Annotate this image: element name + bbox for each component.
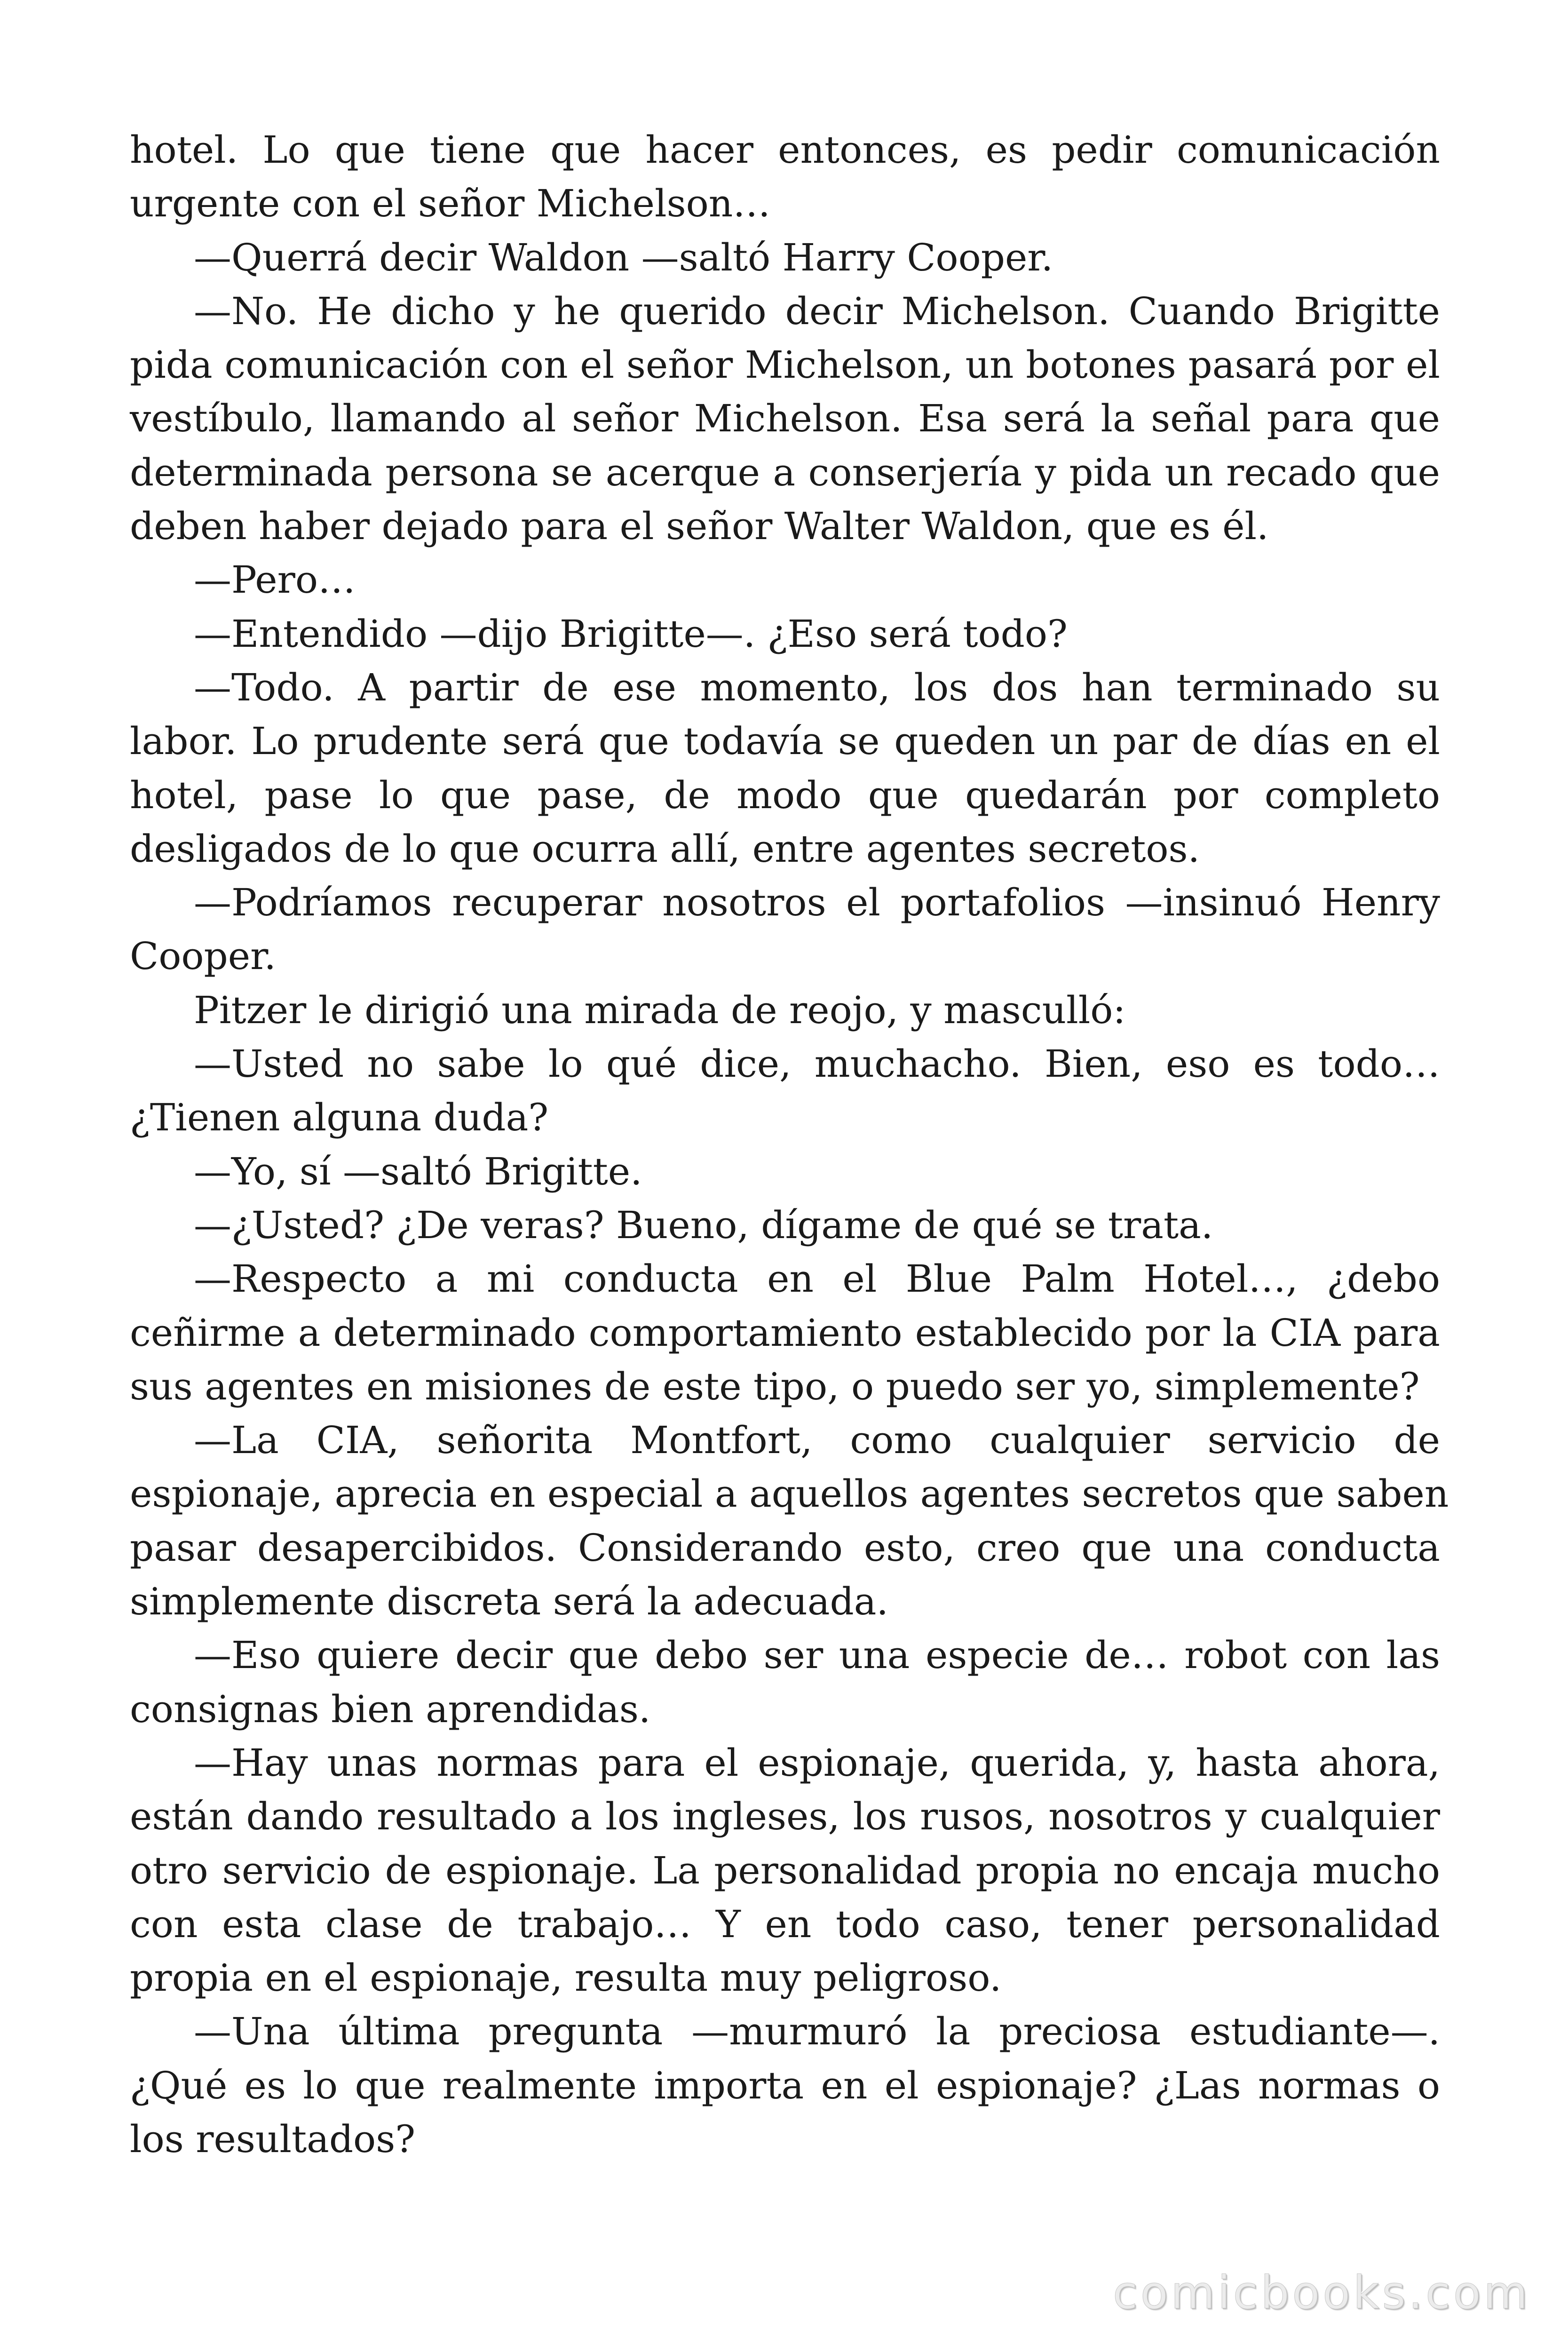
text-line: los resultados? bbox=[130, 2117, 416, 2161]
text-line: desligados de lo que ocurra allí, entre agentes secretos. bbox=[130, 826, 1200, 871]
text-line: propia en el espionaje, resulta muy peligroso. bbox=[130, 1956, 1002, 2000]
text-line: vestíbulo, llamando al señor Michelson. Esa será la señal para que bbox=[130, 397, 1440, 441]
text-line: —La CIA, señorita Montfort, como cualquier servicio de bbox=[194, 1418, 1440, 1462]
text-line: pida comunicación con el señor Michelson, un botones pasará por el bbox=[130, 343, 1440, 387]
text-line: sus agentes en misiones de este tipo, o puedo ser yo, simplemente? bbox=[130, 1364, 1420, 1408]
text-line: ceñirme a determinado comportamiento establecido por la CIA para bbox=[130, 1311, 1440, 1355]
text-line: deben haber dejado para el señor Walter Waldon, que es él. bbox=[130, 504, 1269, 548]
text-line: —Todo. A partir de ese momento, los dos han terminado su bbox=[194, 665, 1440, 709]
text-line: —¿Usted? ¿De veras? Bueno, dígame de qué se trata. bbox=[194, 1203, 1213, 1247]
text-line: —Respecto a mi conducta en el Blue Palm Hotel…, ¿debo bbox=[194, 1257, 1440, 1301]
text-line: determinada persona se acerque a conserjería y pida un recado que bbox=[130, 450, 1440, 494]
text-line: están dando resultado a los ingleses, los rusos, nosotros y cualquier bbox=[130, 1795, 1440, 1839]
text-line: —Querrá decir Waldon —saltó Harry Cooper. bbox=[194, 235, 1053, 279]
text-line: consignas bien aprendidas. bbox=[130, 1687, 651, 1731]
text-line: —Yo, sí —saltó Brigitte. bbox=[194, 1149, 642, 1193]
text-line: —Una última pregunta —murmuró la preciosa estudiante—. bbox=[194, 2010, 1440, 2054]
text-line: —Eso quiere decir que debo ser una especie de… robot con las bbox=[194, 1633, 1440, 1677]
watermark: comicbooks.com bbox=[1112, 2266, 1530, 2319]
text-line: —No. He dicho y he querido decir Michelson. Cuando Brigitte bbox=[194, 289, 1440, 333]
text-line: Cooper. bbox=[130, 934, 276, 978]
text-line: espionaje, aprecia en especial a aquellos agentes secretos que saben bbox=[130, 1472, 1449, 1516]
body-text bbox=[130, 123, 1449, 2166]
text-line: otro servicio de espionaje. La personalidad propia no encaja mucho bbox=[130, 1848, 1440, 1892]
text-line: —Entendido —dijo Brigitte—. ¿Eso será todo? bbox=[194, 612, 1068, 656]
text-line: pasar desapercibidos. Considerando esto, creo que una conducta bbox=[130, 1526, 1440, 1570]
text-line: hotel, pase lo que pase, de modo que quedarán por completo bbox=[130, 773, 1440, 817]
text-line: ¿Qué es lo que realmente importa en el espionaje? ¿Las normas o bbox=[130, 2063, 1440, 2107]
text-line: con esta clase de trabajo… Y en todo caso, tener personalidad bbox=[130, 1902, 1440, 1946]
text-line: urgente con el señor Michelson… bbox=[130, 182, 771, 226]
text-line: —Hay unas normas para el espionaje, querida, y, hasta ahora, bbox=[194, 1740, 1440, 1785]
text-line: ¿Tienen alguna duda? bbox=[130, 1096, 549, 1140]
text-line: hotel. Lo que tiene que hacer entonces, es pedir comunicación bbox=[130, 128, 1440, 172]
text-line: Pitzer le dirigió una mirada de reojo, y masculló: bbox=[194, 988, 1126, 1032]
text-line: —Usted no sabe lo qué dice, muchacho. Bien, eso es todo… bbox=[194, 1042, 1440, 1086]
text-line: —Pero… bbox=[194, 558, 356, 602]
text-line: —Podríamos recuperar nosotros el portafolios —insinuó Henry bbox=[194, 881, 1440, 925]
text-line: labor. Lo prudente será que todavía se queden un par de días en el bbox=[130, 719, 1440, 763]
text-line: simplemente discreta será la adecuada. bbox=[130, 1580, 888, 1624]
